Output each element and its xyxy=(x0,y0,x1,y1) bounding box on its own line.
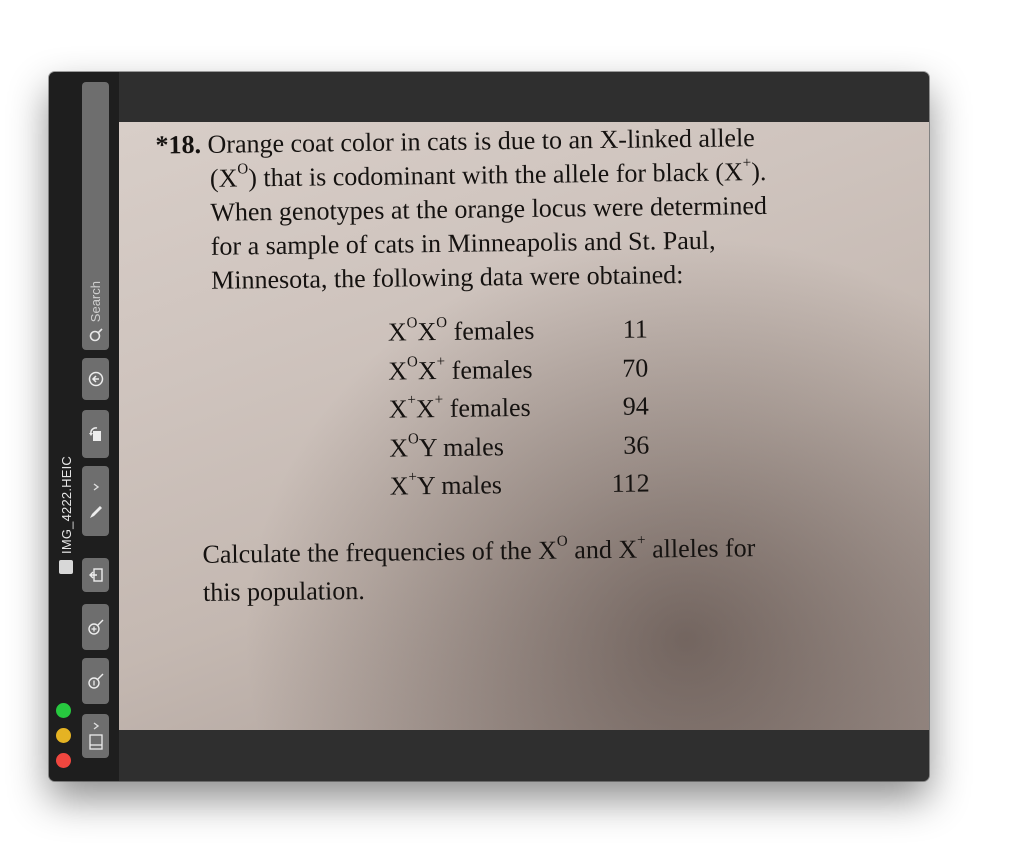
image-viewer[interactable] xyxy=(119,122,929,730)
problem-line-1: *18. Orange coat color in cats is due to an X-linked allele xyxy=(155,123,755,160)
exit-button[interactable] xyxy=(82,558,109,592)
search-button[interactable] xyxy=(82,82,109,350)
problem-paragraph xyxy=(155,122,857,298)
toolbar-buttons xyxy=(82,82,109,774)
window-title xyxy=(55,354,77,574)
table-row: $X^OY$ males 36 xyxy=(389,426,649,468)
chevron-icon xyxy=(91,482,101,492)
table-row: $X^OX^O$ females 11 xyxy=(388,310,648,352)
share-icon xyxy=(88,371,104,387)
problem-line-3: When genotypes at the orange locus were determined xyxy=(210,191,768,227)
window-controls xyxy=(55,703,71,768)
problem-line-2: $(X^O)$ that is codominant with the allele for black (X+). xyxy=(209,155,767,193)
question-line-1: Calculate the frequencies of the $X^O$ and X+ alleles for xyxy=(202,532,756,569)
count-value: 36 xyxy=(623,429,650,460)
problem-line-5: Minnesota, the following data were obtained: xyxy=(211,260,684,295)
thumbnails-button[interactable] xyxy=(82,714,109,758)
minimize-window-button[interactable] xyxy=(56,728,71,743)
search-icon xyxy=(89,328,103,342)
table-row: $X^OX^+$ females 70 xyxy=(388,349,648,391)
problem-line-4: for a sample of cats in Minneapolis and St. Paul, xyxy=(210,225,716,261)
top-letterbox xyxy=(119,72,929,122)
count-value: 94 xyxy=(622,391,649,421)
question-line-2: this population. xyxy=(202,575,365,607)
zoom-in-icon xyxy=(87,618,105,636)
exit-icon xyxy=(88,567,104,583)
close-window-button[interactable] xyxy=(56,753,71,768)
sidebar-thumbnails-icon xyxy=(88,733,104,751)
markup-pen-icon xyxy=(88,504,104,520)
count-value: 112 xyxy=(611,468,650,498)
rotate-button[interactable] xyxy=(82,410,109,458)
zoom-window-button[interactable] xyxy=(56,703,71,718)
share-button[interactable] xyxy=(82,358,109,400)
search-label: Search xyxy=(88,280,103,322)
table-row: X+X+ females 94 xyxy=(389,387,649,429)
zoom-in-button[interactable] xyxy=(82,604,109,650)
rotate-icon xyxy=(88,425,104,443)
bottom-letterbox xyxy=(119,730,929,781)
question-text xyxy=(202,528,883,612)
image-file-icon xyxy=(59,560,73,574)
problem-number: *18. xyxy=(155,129,202,160)
count-value: 11 xyxy=(622,314,649,344)
table-row: X+Y males 112 xyxy=(389,464,649,506)
toolbar xyxy=(49,72,119,781)
zoom-out-icon xyxy=(87,672,105,690)
textbook-photo xyxy=(119,122,929,730)
zoom-out-button[interactable] xyxy=(82,658,109,704)
filename-label: IMG_4222.HEIC xyxy=(58,456,74,554)
genotype-table xyxy=(388,310,650,506)
preview-window xyxy=(49,72,929,781)
markup-button[interactable] xyxy=(82,466,109,536)
count-value: 70 xyxy=(622,352,649,383)
chevron-right-icon xyxy=(91,721,101,731)
